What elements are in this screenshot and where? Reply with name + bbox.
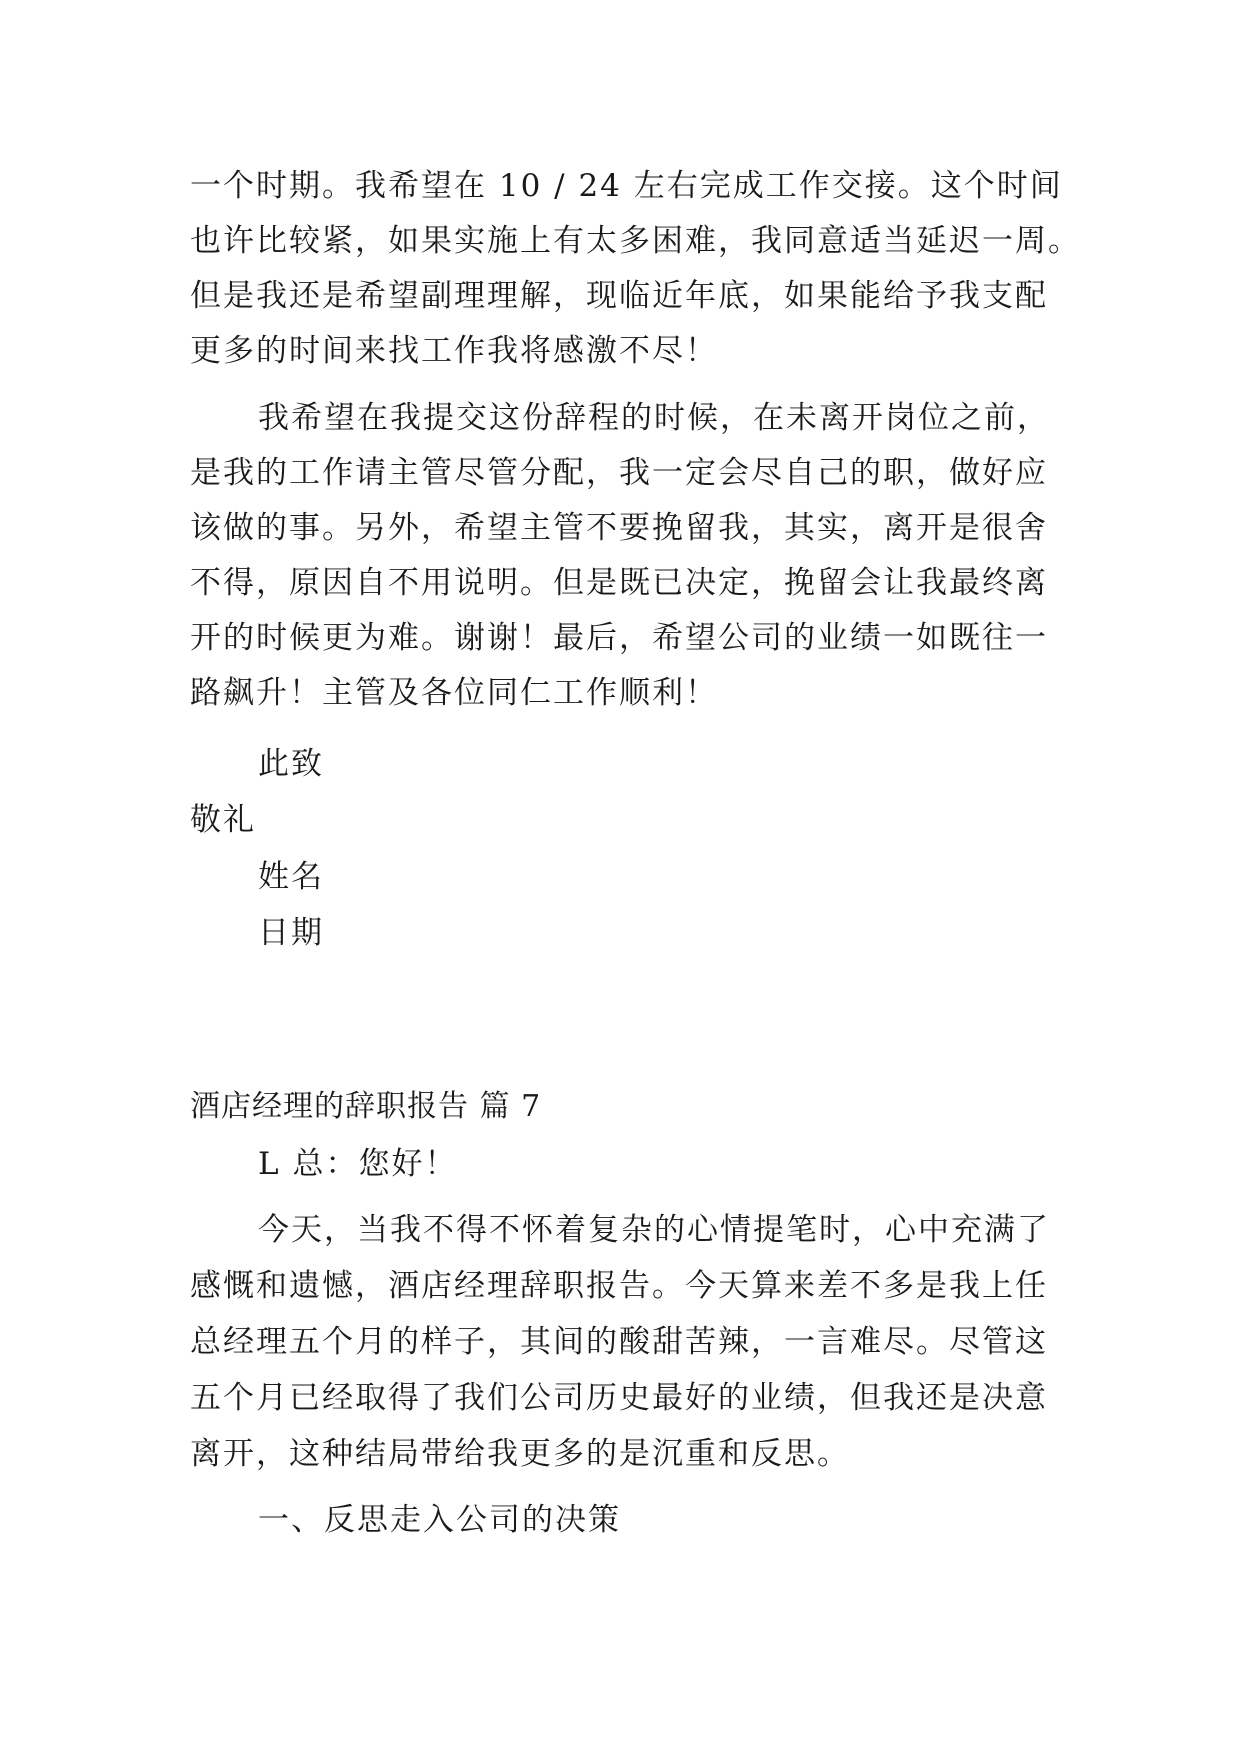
paragraph-line: 是我的工作请主管尽管分配，我一定会尽自己的职，做好应 [190,455,1048,491]
paragraph-line: 开的时候更为难。谢谢！最后，希望公司的业绩一如既往一 [190,620,1048,656]
paragraph-line: 也许比较紧，如果实施上有太多困难，我同意适当延迟一周。 [190,223,1081,259]
paragraph-line: 路飙升！主管及各位同仁工作顺利！ [190,675,718,711]
paragraph-line: 该做的事。另外，希望主管不要挽留我，其实，离开是很舍 [190,510,1048,546]
paragraph-line: 感慨和遗憾，酒店经理辞职报告。今天算来差不多是我上任 [190,1268,1048,1304]
paragraph-line: 一个时期。我希望在 10 / 24 左右完成工作交接。这个时间 [190,168,1063,204]
paragraph-line: 不得，原因自不用说明。但是既已决定，挽留会让我最终离 [190,565,1048,601]
letter-greeting: L 总：您好！ [258,1146,458,1182]
section-title: 酒店经理的辞职报告 篇 7 [190,1089,542,1124]
paragraph-line: 今天，当我不得不怀着复杂的心情提笔时，心中充满了 [258,1212,1050,1248]
closing-regards: 敬礼 [190,802,256,838]
paragraph-line: 离开，这种结局带给我更多的是沉重和反思。 [190,1436,850,1472]
signature-name: 姓名 [258,859,324,895]
paragraph-line: 我希望在我提交这份辞程的时候，在未离开岗位之前， [258,400,1050,436]
closing-salutation: 此致 [258,746,324,782]
paragraph-line: 但是我还是希望副理理解，现临近年底，如果能给予我支配 [190,278,1048,314]
paragraph-line: 更多的时间来找工作我将感激不尽！ [190,333,718,369]
signature-date: 日期 [258,915,324,951]
paragraph-line: 五个月已经取得了我们公司历史最好的业绩，但我还是决意 [190,1380,1048,1416]
section-subheading: 一、反思走入公司的决策 [258,1502,621,1538]
paragraph-line: 总经理五个月的样子，其间的酸甜苦辣，一言难尽。尽管这 [190,1324,1048,1360]
